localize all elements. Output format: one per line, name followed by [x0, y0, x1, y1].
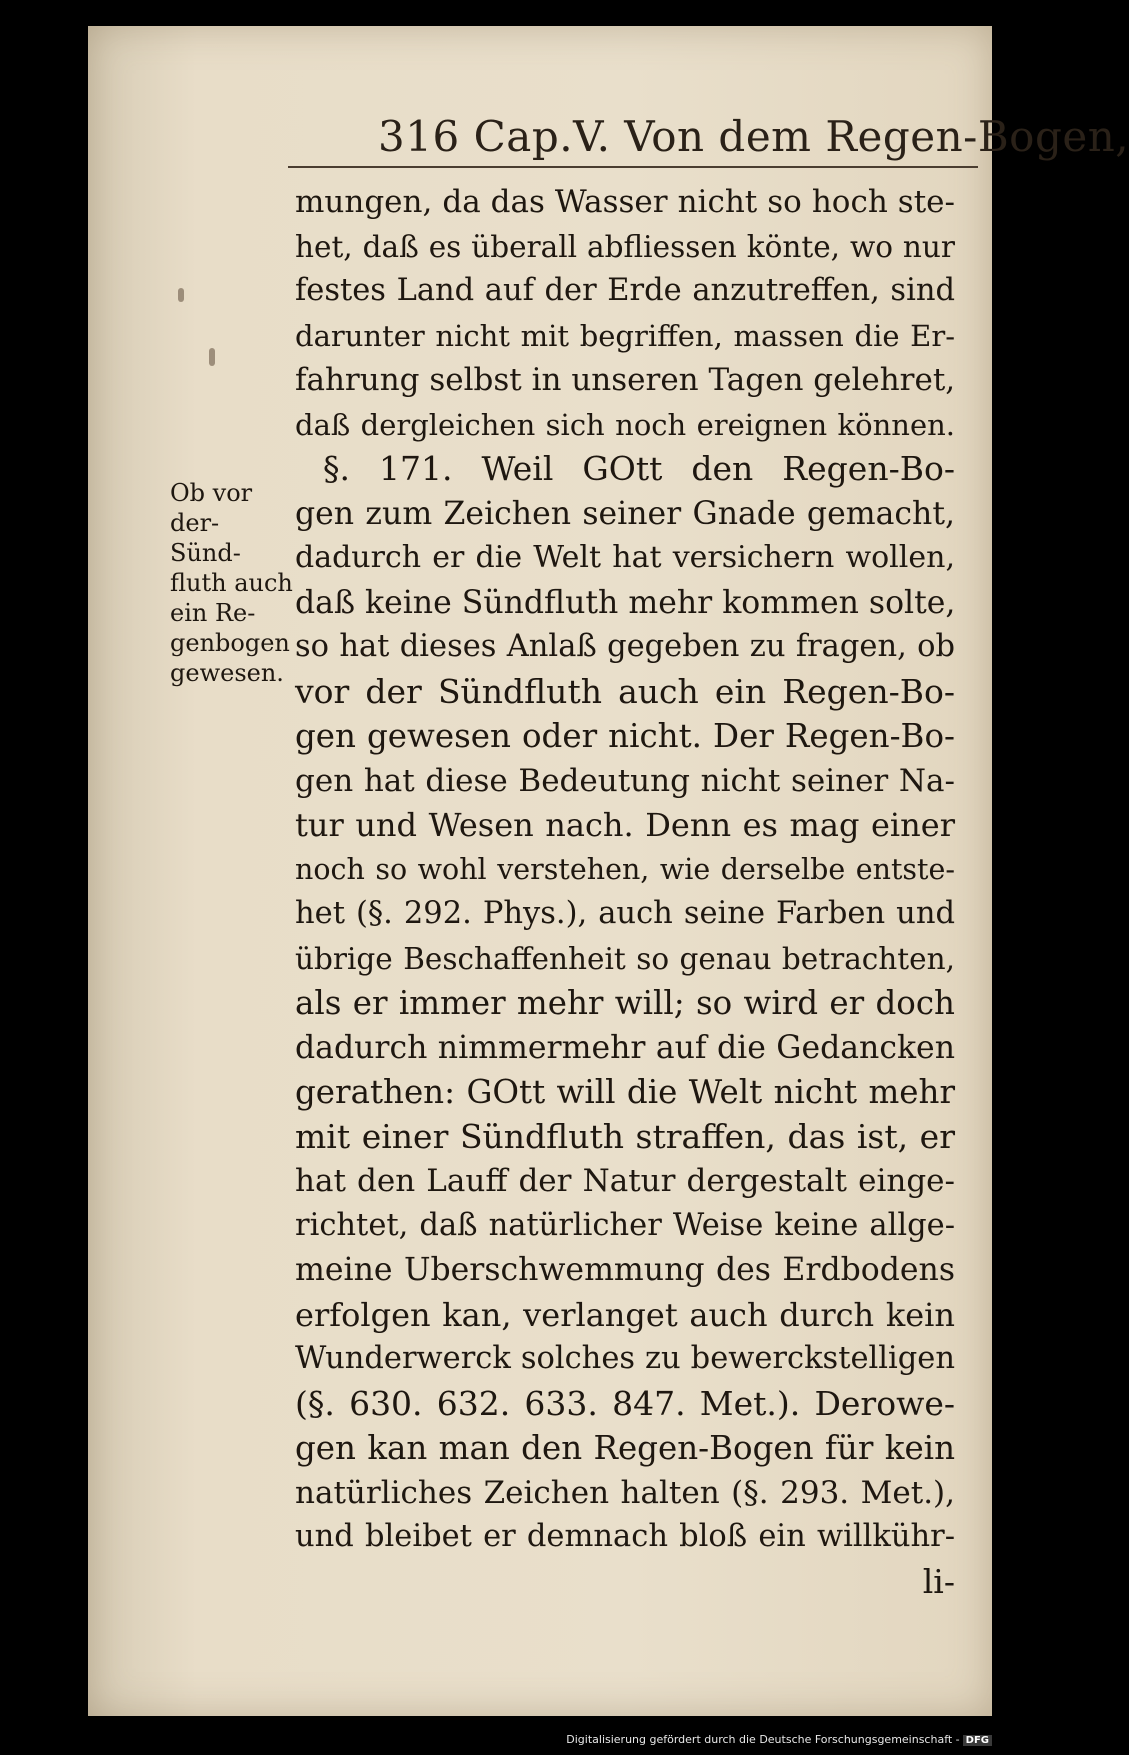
text-line: tur und Wesen nach. Denn es mag einer	[295, 806, 955, 844]
dfg-logo: DFG	[963, 1735, 992, 1746]
text-line: und bleibet er demnach bloß ein willkühr-	[295, 1519, 955, 1554]
text-line: so hat dieses Anlaß gegeben zu fragen, ob	[295, 629, 955, 664]
ink-smudge	[178, 288, 184, 302]
header-rule	[288, 166, 978, 168]
text-line: (§. 630. 632. 633. 847. Met.). Derowe-	[295, 1383, 955, 1423]
text-line: natürliches Zeichen halten (§. 293. Met.),	[295, 1474, 955, 1511]
text-line: daß keine Sündfluth mehr kommen solte,	[295, 584, 956, 621]
footer-credit: Digitalisierung gefördert durch die Deutsche Forschungsgemeinschaft -	[566, 1733, 960, 1746]
text-line: gerathen: GOtt will die Welt nicht mehr	[295, 1073, 955, 1111]
text-line: het, daß es überall abfliessen könte, wo nur	[295, 229, 955, 264]
text-line: erfolgen kan, verlanget auch durch kein	[295, 1295, 955, 1334]
text-line: dadurch er die Welt hat versichern wollen,	[295, 540, 955, 575]
text-line: meine Uberschwemmung des Erdbodens	[295, 1252, 955, 1288]
text-line: gen gewesen oder nicht. Der Regen-Bo-	[295, 717, 955, 755]
text-line: Wunderwerck solches zu bewerckstelligen	[295, 1341, 955, 1376]
text-line: als er immer mehr will; so wird er doch	[295, 984, 955, 1022]
text-line: übrige Beschaffenheit so genau betrachten,	[295, 941, 955, 976]
body-text	[295, 180, 955, 1604]
text-line: vor der Sündfluth auch ein Regen-Bo-	[295, 671, 955, 711]
ink-smudge	[209, 348, 215, 366]
text-line: fahrung selbst in unseren Tagen gelehret,	[295, 362, 956, 398]
text-line: hat den Lauff der Natur dergestalt einge-	[295, 1163, 955, 1199]
running-header	[378, 112, 1129, 161]
text-line: richtet, daß natürlicher Weise keine allge-	[295, 1207, 955, 1243]
catchword: li-	[922, 1561, 955, 1601]
running-title: Cap.V. Von dem Regen-Bogen,	[473, 112, 1129, 161]
text-line: noch so wohl verstehen, wie derselbe entste-	[295, 852, 955, 886]
margin-note-line: ein Re-	[170, 599, 256, 627]
text-line: §. 171. Weil GOtt den Regen-Bo-	[323, 449, 955, 488]
text-line: festes Land auf der Erde anzutreffen, sind	[295, 273, 955, 308]
text-line: het (§. 292. Phys.), auch seine Farben und	[295, 896, 955, 931]
text-line: gen kan man den Regen-Bogen für kein	[295, 1429, 955, 1467]
text-line: gen zum Zeichen seiner Gnade gemacht,	[295, 495, 955, 532]
margin-note-line: fluth auch	[170, 569, 293, 597]
margin-note-line: Ob vor	[170, 479, 253, 507]
text-line: mungen, da das Wasser nicht so hoch ste-	[295, 184, 955, 220]
text-line: mit einer Sündfluth straffen, das ist, er	[295, 1116, 955, 1156]
text-line: daß dergleichen sich noch ereignen können.	[295, 407, 955, 442]
digitization-footer	[566, 1733, 992, 1746]
book-page	[88, 26, 1129, 1716]
margin-note-line: der-	[170, 509, 220, 537]
text-line: dadurch nimmermehr auf die Gedancken	[295, 1029, 955, 1066]
margin-note-line: gewesen.	[170, 659, 284, 687]
page-number: 316	[378, 112, 460, 161]
margin-note	[170, 478, 295, 688]
text-line: gen hat diese Bedeutung nicht seiner Na-	[295, 762, 955, 799]
text-line: darunter nicht mit begriffen, massen die Er-	[295, 318, 955, 353]
margin-note-line: Sünd-	[170, 539, 241, 567]
margin-note-line: genbogen	[170, 629, 290, 657]
